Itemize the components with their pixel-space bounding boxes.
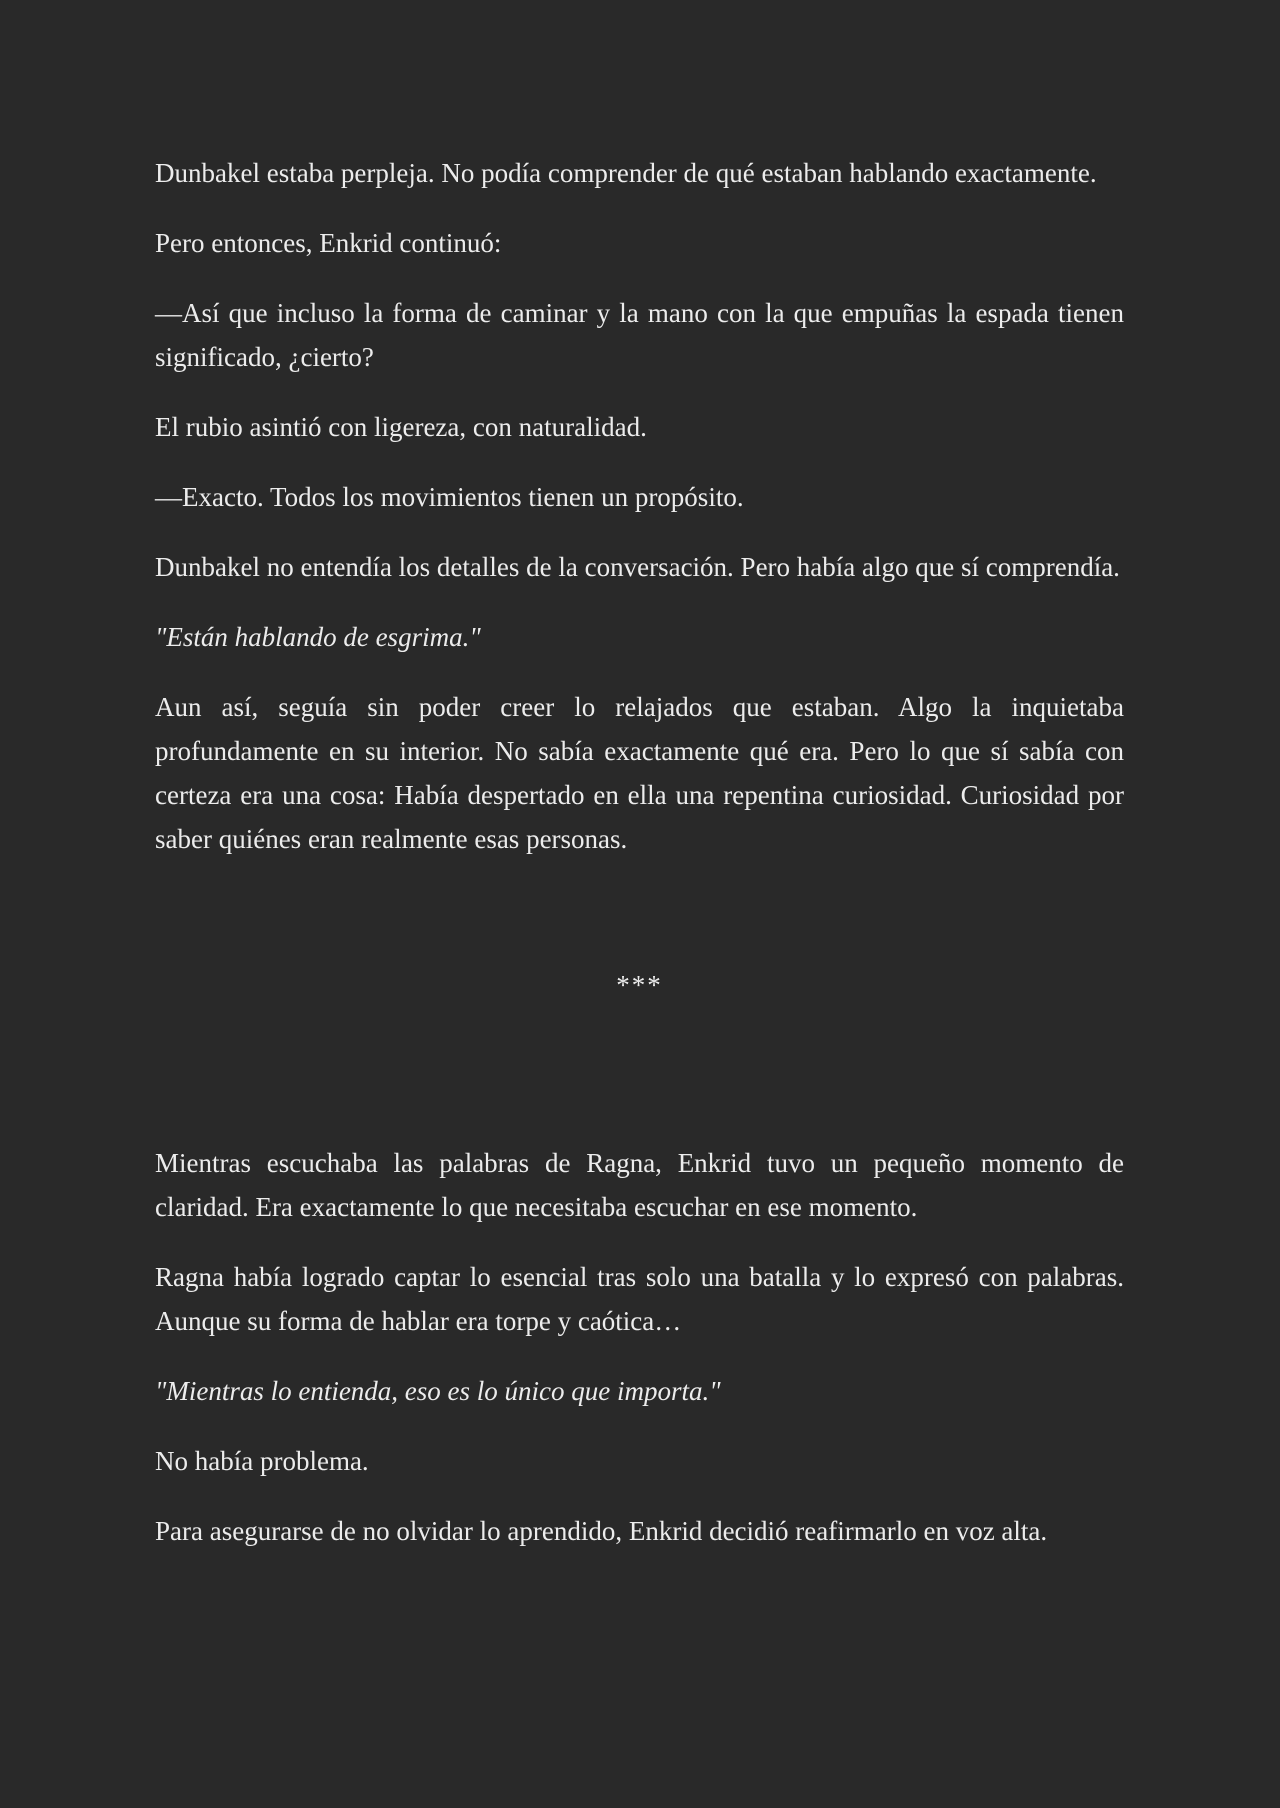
paragraph: Dunbakel estaba perpleja. No podía comprender de qué estaban hablando exactamente. — [155, 158, 1097, 188]
paragraph: Aun así, seguía sin poder creer lo relajados que estaban. Algo la inquietaba profundamente en su interior. No sabía exactamente qué era. Pero lo que sí sabía con certeza era una cosa: Había despertado en ella una repentina curiosidad. Curiosidad por saber quiénes eran realmente esas personas. — [155, 692, 1124, 854]
paragraph: El rubio asintió con ligereza, con naturalidad. — [155, 412, 647, 442]
thought-paragraph: "Están hablando de esgrima." — [155, 622, 481, 652]
scene-break: *** — [616, 970, 663, 1000]
thought-paragraph: "Mientras lo entienda, eso es lo único que importa." — [155, 1376, 721, 1406]
dialogue-paragraph: —Así que incluso la forma de caminar y la mano con la que empuñas la espada tienen significado, ¿cierto? — [155, 298, 1124, 372]
paragraph: Ragna había logrado captar lo esencial tras solo una batalla y lo expresó con palabras. Aunque su forma de hablar era torpe y caótica… — [155, 1262, 1124, 1336]
paragraph: No había problema. — [155, 1446, 369, 1476]
chapter-text — [155, 151, 1124, 1579]
paragraph: Mientras escuchaba las palabras de Ragna, Enkrid tuvo un pequeño momento de claridad. Era exactamente lo que necesitaba escuchar en ese momento. — [155, 1148, 1124, 1222]
paragraph: Dunbakel no entendía los detalles de la conversación. Pero había algo que sí comprendía. — [155, 552, 1120, 582]
paragraph: Pero entonces, Enkrid continuó: — [155, 228, 502, 258]
dialogue-paragraph: —Exacto. Todos los movimientos tienen un propósito. — [155, 482, 744, 512]
paragraph: Para asegurarse de no olvidar lo aprendido, Enkrid decidió reafirmarlo en voz alta. — [155, 1516, 1048, 1546]
